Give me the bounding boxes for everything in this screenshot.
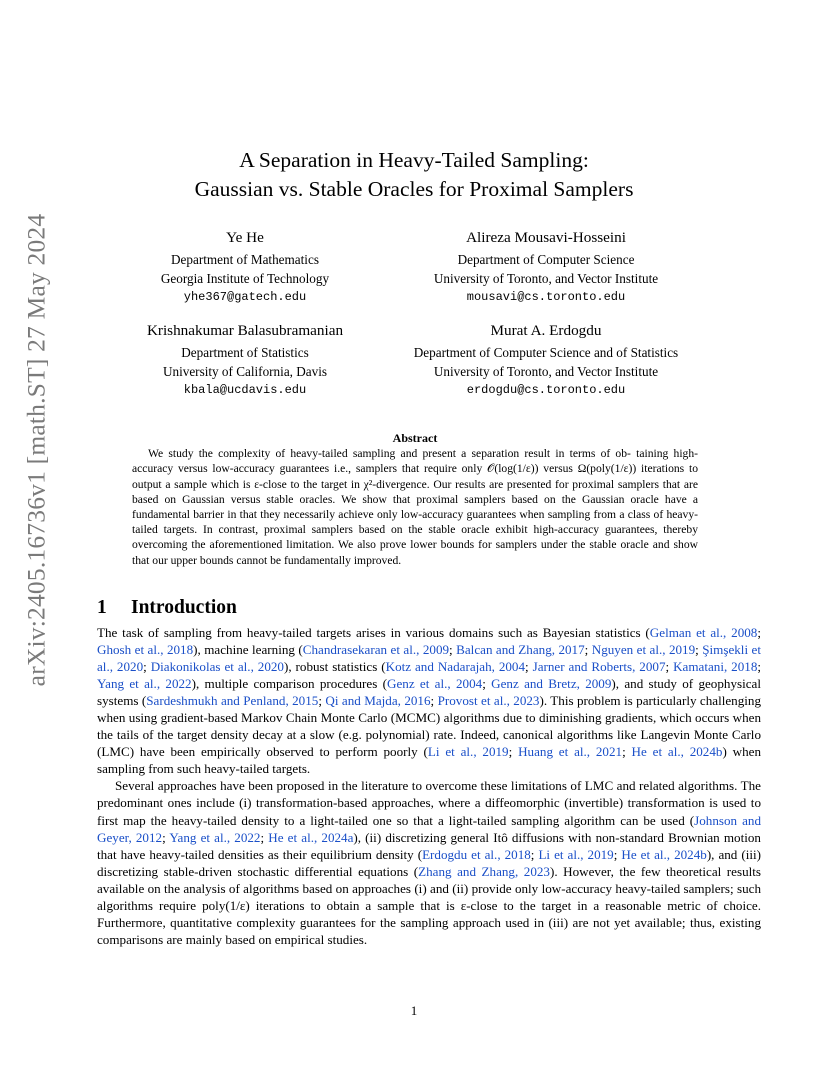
text-run: ; xyxy=(584,642,592,658)
author-name: Alireza Mousavi-Hosseini xyxy=(466,229,626,246)
paper-title xyxy=(0,146,828,204)
citation-link[interactable]: Provost et al., 2023 xyxy=(437,693,540,709)
abstract-line: aforementioned limitation. We also prove lower bounds for samplers under the stable oracle and show xyxy=(209,538,698,552)
author-block xyxy=(386,320,706,400)
text-run: ), (ii) discretizing general Itô diffusions with non-standard Brownian motion that have heavy-tailed densities as their equilibrium density ( xyxy=(97,829,761,862)
text-run: The task of sampling from heavy-tailed targets arises in various domains such as Bayesian statistics ( xyxy=(97,625,650,640)
author-block xyxy=(115,320,375,400)
text-run: ; xyxy=(757,659,762,675)
text-run: ), robust statistics ( xyxy=(283,659,386,675)
author-name: Murat A. Erdogdu xyxy=(490,322,602,339)
citation-link[interactable]: Balcan and Zhang, 2017 xyxy=(456,642,585,658)
paper-title-line-2: Gaussian vs. Stable Oracles for Proximal Samplers xyxy=(194,177,634,201)
text-run: Several approaches have been proposed in the literature to overcome these limitations of LMC and related algorithms. The predominant ones include (i) transformation-based approaches, where a diffeomorphic (invertible) transformation is used to first map the heavy-tailed density to a light-tailed one so that a light-tailed sampling algorithm can be used ( xyxy=(97,778,761,828)
citation-link[interactable]: Ghosh et al., 2018 xyxy=(97,642,194,658)
section-heading xyxy=(97,597,237,619)
text-run: ), and study of geophysical systems ( xyxy=(97,676,761,709)
citation-link[interactable]: Sardeshmukh and Penland, 2015 xyxy=(146,693,319,709)
author-email: mousavi@cs.toronto.edu xyxy=(466,290,626,304)
abstract-line: that our upper bounds cannot be fundamentally improved. xyxy=(132,553,402,567)
paragraph xyxy=(97,777,761,947)
author-affiliation: University of Toronto, and Vector Institute xyxy=(433,364,659,379)
arxiv-identifier xyxy=(18,213,54,687)
abstract-line: We study the complexity of heavy-tailed sampling and present a separation result in terms of ob- xyxy=(148,447,631,461)
text-run: ; xyxy=(530,846,539,862)
abstract xyxy=(132,431,698,568)
citation-link[interactable]: Yang et al., 2022 xyxy=(169,829,261,845)
text-run: ; xyxy=(665,659,674,675)
paragraph xyxy=(97,624,761,777)
citation-link[interactable]: Kotz and Nadarajah, 2004 xyxy=(385,659,526,675)
author-department: Department of Statistics xyxy=(181,345,309,360)
paper-title-line-1: A Separation in Heavy-Tailed Sampling: xyxy=(239,148,589,172)
citation-link[interactable]: Gelman et al., 2008 xyxy=(649,625,758,640)
text-run: ; xyxy=(622,744,632,760)
citation-link[interactable]: Li et al., 2019 xyxy=(538,846,614,862)
author-department: Department of Computer Science and of Statistics xyxy=(413,345,679,360)
citation-link[interactable]: Johnson and Geyer, 2012 xyxy=(97,812,761,845)
author-email: erdogdu@cs.toronto.edu xyxy=(466,383,626,397)
text-run: ; xyxy=(757,625,761,640)
citation-link[interactable]: Li et al., 2019 xyxy=(427,744,509,760)
author-email: yhe367@gatech.edu xyxy=(183,290,307,304)
text-run: ). However, the few theoretical results available on the analysis of algorithms based on approaches (i) and (ii) provide only low-accuracy heavy-tailed samplers; such algorithms require poly(1/ε) iterations to obtain a sample that is ε-close to the target in a reasonable metric of choice. Furthermore, quantitative complexity guarantees for the sampling approach used in (iii) are not yet available; thus, existing comparisons are mainly based on empirical studies. xyxy=(97,863,761,947)
author-affiliation: Georgia Institute of Technology xyxy=(160,271,330,286)
text-run: ; xyxy=(695,642,703,658)
text-run: ; xyxy=(613,846,622,862)
abstract-line: proximal samplers based on the stable oracle exhibit high-accuracy guarantees, thereby overcoming the xyxy=(132,523,699,552)
text-run: ; xyxy=(449,642,457,658)
citation-link[interactable]: Huang et al., 2021 xyxy=(518,744,623,760)
text-run: ; xyxy=(482,676,492,692)
citation-link[interactable]: Kamatani, 2018 xyxy=(673,659,758,675)
citation-link[interactable]: Diakonikolas et al., 2020 xyxy=(150,659,284,675)
text-run: ; xyxy=(143,659,151,675)
text-run: ; xyxy=(525,659,533,675)
citation-link[interactable]: He et al., 2024b xyxy=(631,744,723,760)
page-number: 1 xyxy=(410,1003,418,1018)
citation-link[interactable]: Erdogdu et al., 2018 xyxy=(422,846,531,862)
citation-link[interactable]: He et al., 2024b xyxy=(621,846,707,862)
text-run: ; xyxy=(430,693,438,709)
citation-link[interactable]: Jarner and Roberts, 2007 xyxy=(532,659,666,675)
citation-link[interactable]: Şimşekli et al., 2020 xyxy=(97,642,761,675)
author-name: Krishnakumar Balasubramanian xyxy=(146,322,344,339)
citation-link[interactable]: Yang et al., 2022 xyxy=(97,676,192,692)
abstract-line: are presented for proximal samplers that are based on Gaussian versus stable oracles. We show that xyxy=(132,477,698,506)
author-email: kbala@ucdavis.edu xyxy=(183,383,307,397)
citation-link[interactable]: Nguyen et al., 2019 xyxy=(591,642,696,658)
author-affiliation: University of Toronto, and Vector Institute xyxy=(433,271,659,286)
section-number: 1 xyxy=(97,597,107,618)
abstract-line: taining high-accuracy versus low-accuracy guarantees i.e., samplers that require only 𝒪(log(1/ε)) versus xyxy=(132,447,698,476)
text-run: ). This problem is particularly challenging when using gradient-based Markov Chain Monte Carlo (MCMC) algorithms due to diminishing gradients, which occurs when the tails of the target density decay at a slow (e.g. polynomial) rate. Indeed, canonical algorithms like Langevin Monte Carlo (LMC) have been empirically observed to perform poorly ( xyxy=(97,693,762,760)
text-run: ; xyxy=(318,693,326,709)
citation-link[interactable]: Zhang and Zhang, 2023 xyxy=(418,863,550,879)
abstract-text xyxy=(132,446,698,568)
abstract-line: proximal samplers based on the Gaussian oracle have a fundamental barrier in that they necessarily xyxy=(132,492,699,522)
abstract-heading: Abstract xyxy=(392,431,438,445)
arxiv-identifier-text: arXiv:2405.16736v1 [math.ST] 27 May 2024 xyxy=(21,213,50,687)
section-body xyxy=(97,624,761,948)
citation-link[interactable]: Qi and Majda, 2016 xyxy=(325,693,431,709)
author-department: Department of Mathematics xyxy=(171,252,319,267)
text-run: ), machine learning ( xyxy=(193,642,303,658)
author-department: Department of Computer Science xyxy=(457,252,635,267)
author-block xyxy=(396,227,696,307)
text-run: ), multiple comparison procedures ( xyxy=(191,676,387,692)
text-run: ; xyxy=(162,829,170,845)
author-name: Ye He xyxy=(226,229,264,246)
author-block xyxy=(140,227,350,307)
author-affiliation: University of California, Davis xyxy=(162,364,328,379)
text-run: ; xyxy=(260,829,269,845)
citation-link[interactable]: Chandrasekaran et al., 2009 xyxy=(302,642,450,658)
text-run: ), and (iii) discretizing stable-driven stochastic differential equations ( xyxy=(97,846,761,879)
section-title: Introduction xyxy=(131,597,237,618)
abstract-line: achieve only low-accuracy guarantees when sampling from a class of heavy-tailed targets. In contrast, xyxy=(132,508,698,537)
text-run: ) when sampling from such heavy-tailed targets. xyxy=(97,744,761,777)
abstract-line: Ω(poly(1/ε)) iterations to output a sample which is ε-close to the target in χ²-divergence. Our results xyxy=(132,462,699,491)
citation-link[interactable]: Genz et al., 2004 xyxy=(387,676,483,692)
citation-link[interactable]: He et al., 2024a xyxy=(268,829,354,845)
text-run: ; xyxy=(508,744,519,760)
citation-link[interactable]: Genz and Bretz, 2009 xyxy=(491,676,612,692)
